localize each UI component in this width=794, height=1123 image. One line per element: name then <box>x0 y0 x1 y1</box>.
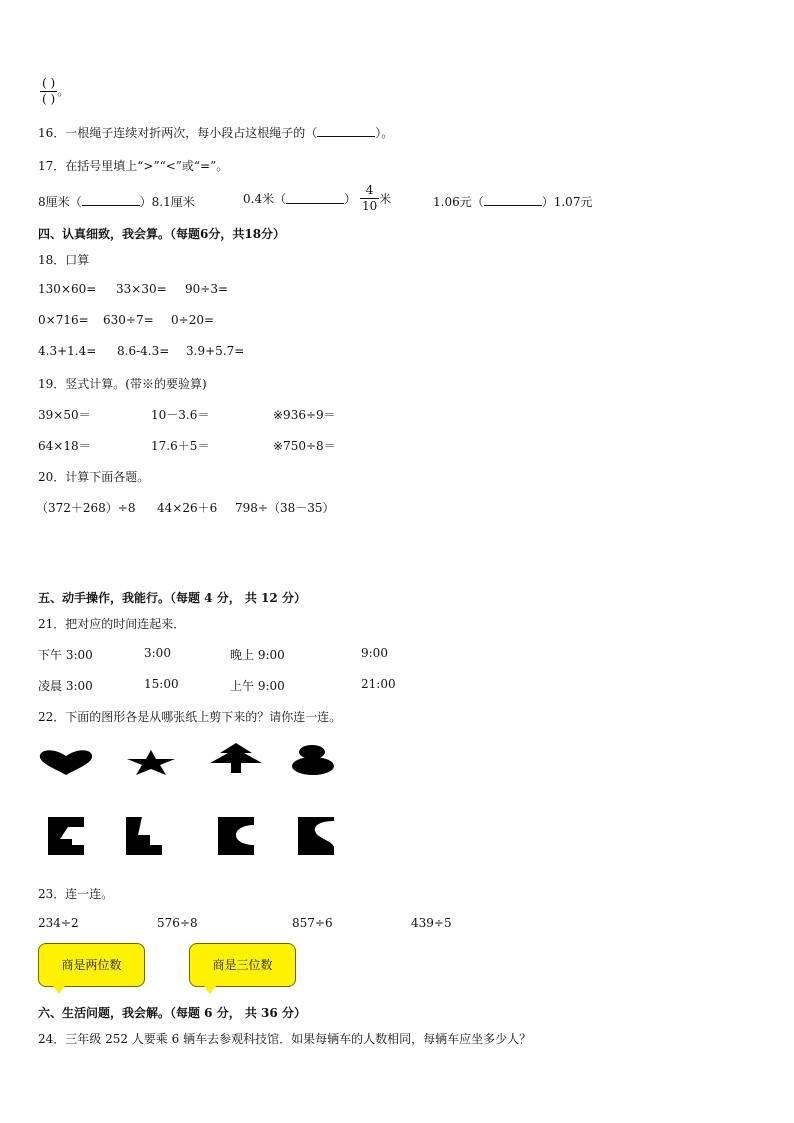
paper-cut-3-icon[interactable] <box>218 817 254 855</box>
q21-r1c0[interactable]: 凌晨 3:00 <box>38 679 93 693</box>
q15-blank-numerator[interactable]: ( ) <box>42 76 56 90</box>
q16-close: ）。 <box>375 126 394 140</box>
question-16 <box>38 124 393 141</box>
paper-cut-1-icon[interactable] <box>48 817 84 855</box>
question-24: 24．三年级 252 人要乘 6 辆车去参观科技馆．如果每辆车的人数相同，每辆车应坐多少人？ <box>38 1032 532 1046</box>
q21-r0c2[interactable]: 晚上 9:00 <box>230 648 285 662</box>
q20-item-3: 798÷（38－35） <box>235 501 335 515</box>
q18-r2c0: 4.3+1.4= <box>38 344 97 358</box>
q18-title: 18．口算 <box>38 253 90 267</box>
q20-title: 20．计算下面各题。 <box>38 470 150 484</box>
q19-r1c1: 17.6＋5＝ <box>151 439 210 453</box>
q17-fraction <box>360 183 379 214</box>
q23-box-three-digit[interactable] <box>189 943 296 987</box>
callout-tail-icon <box>53 986 65 994</box>
q23-box-two-digit[interactable] <box>38 943 145 987</box>
q23-box-three-digit-label: 商是三位数 <box>212 958 273 972</box>
q17-item2-left: 0.4米（ <box>243 192 287 206</box>
q23-item-1[interactable]: 234÷2 <box>38 916 79 930</box>
q15-blank-denominator[interactable]: ( ) <box>42 92 56 106</box>
q20-item-1: （372＋268）÷8 <box>36 501 136 515</box>
q18-r0c0: 130×60= <box>38 282 97 296</box>
q21-r1c2[interactable]: 上午 9:00 <box>230 679 285 693</box>
q21-r0c0[interactable]: 下午 3:00 <box>38 648 93 662</box>
paper-cut-4-icon[interactable] <box>298 817 334 855</box>
q21-r1c1[interactable]: 15:00 <box>144 677 179 691</box>
q18-r1c0: 0×716= <box>38 313 89 327</box>
q23-item-4[interactable]: 439÷5 <box>411 916 452 930</box>
q17-item-1 <box>38 193 195 210</box>
q17-fraction-numerator: 4 <box>360 183 379 199</box>
q18-r2c2: 3.9+5.7= <box>186 344 245 358</box>
q21-r1c3[interactable]: 21:00 <box>361 677 396 691</box>
q17-item1-left: 8厘米（ <box>38 195 82 209</box>
q17-blank-1[interactable] <box>82 195 140 206</box>
section-5-heading: 五、动手操作，我能行。（每题 4 分， 共 12 分） <box>38 591 306 605</box>
q16-text: 16．一根绳子连续对折两次，每小段占这根绳子的（ <box>38 126 318 140</box>
q23-item-3[interactable]: 857÷6 <box>292 916 333 930</box>
q17-item3-left: 1.06元（ <box>433 195 484 209</box>
heart-shape-icon[interactable] <box>38 749 94 775</box>
star-shape-icon[interactable] <box>125 749 177 775</box>
q19-r1c2: ※750÷8＝ <box>273 439 336 453</box>
q18-r0c2: 90÷3= <box>185 282 229 296</box>
q17-blank-3[interactable] <box>484 195 542 206</box>
q17-item3-right: ）1.07元 <box>541 195 593 209</box>
tree-shape-icon[interactable] <box>208 743 264 773</box>
q19-r1c0: 64×18＝ <box>38 439 91 453</box>
q23-box-two-digit-label: 商是两位数 <box>61 958 122 972</box>
q20-item-2: 44×26＋6 <box>157 501 218 515</box>
q17-item-2: 0.4米（ ） $\frac{4}{10}$ 米 <box>243 183 392 213</box>
q23-item-2[interactable]: 576÷8 <box>157 916 198 930</box>
q23-title: 23．连一连。 <box>38 887 114 901</box>
q18-r1c1: 630÷7= <box>103 313 154 327</box>
q15-fraction-answer <box>40 76 69 107</box>
q17-item2-right: 米 <box>379 192 392 206</box>
q18-r2c1: 8.6-4.3= <box>117 344 170 358</box>
q17-fraction-denominator: 10 <box>361 199 378 213</box>
section-4-heading: 四、认真细致，我会算。（每题6分，共18分） <box>38 227 286 241</box>
q17-item1-right: ）8.1厘米 <box>139 195 195 209</box>
q15-blank-fraction[interactable] <box>40 76 57 107</box>
paper-cut-2-icon[interactable] <box>126 817 162 855</box>
q19-title: 19．竖式计算。(带※的要验算) <box>38 377 207 391</box>
q19-r0c0: 39×50＝ <box>38 408 91 422</box>
q18-r0c1: 33×30= <box>116 282 167 296</box>
q16-answer-blank[interactable] <box>317 126 375 137</box>
q21-r0c1[interactable]: 3:00 <box>144 646 171 660</box>
q18-r1c2: 0÷20= <box>171 313 215 327</box>
q17-blank-2[interactable] <box>286 193 344 204</box>
gourd-shape-icon[interactable] <box>291 745 335 775</box>
callout-tail-icon <box>204 986 216 994</box>
q17-title: 17．在括号里填上“>”“<”或“=”。 <box>38 159 229 173</box>
q17-item-3 <box>433 193 592 210</box>
section-6-heading: 六、生活问题，我会解。（每题 6 分， 共 36 分） <box>38 1006 306 1020</box>
q22-title: 22．下面的图形各是从哪张纸上剪下来的？请你连一连。 <box>38 710 342 724</box>
q21-r0c3[interactable]: 9:00 <box>361 646 388 660</box>
q21-title: 21．把对应的时间连起来． <box>38 617 186 631</box>
q19-r0c1: 10－3.6＝ <box>151 408 210 422</box>
q19-r0c2: ※936÷9＝ <box>273 408 336 422</box>
q15-period: 。 <box>57 84 70 98</box>
